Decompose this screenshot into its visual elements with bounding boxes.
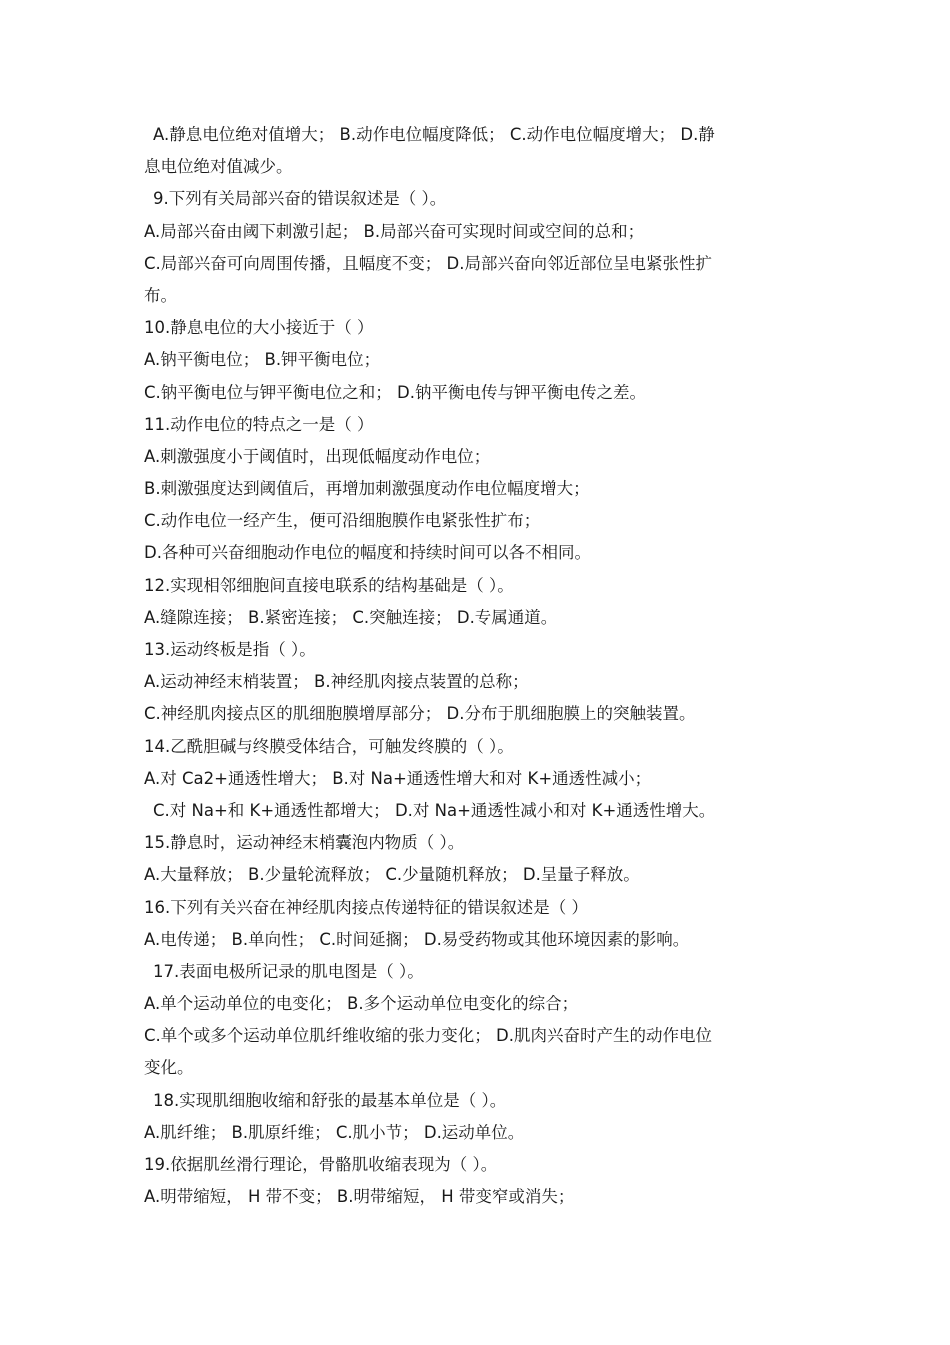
option-b: B.少量轮流释放； (248, 865, 381, 885)
text-line (0, 859, 950, 891)
option-b: B.刺激强度达到阈值后，再增加刺激强度动作电位幅度增大； (144, 479, 590, 499)
option-b: B.肌原纤维； (231, 1122, 331, 1142)
option-c: C.单个或多个运动单位肌纤维收缩的张力变化； (144, 1026, 491, 1046)
option-d: D.局部兴奋向邻近部位呈电紧张性扩 (446, 253, 712, 273)
option-c: C.动作电位幅度增大； (509, 125, 676, 144)
text-line (0, 988, 950, 1020)
option-d: D.易受药物或其他环境因素的影响。 (423, 929, 690, 949)
text-line (0, 344, 950, 376)
option-b: B.动作电位幅度降低； (339, 125, 505, 144)
question-16 (0, 892, 950, 924)
option-a: A.明带缩短， H 带不变； (144, 1187, 332, 1207)
question-stem: 10.静息电位的大小接近于（ ） (144, 318, 374, 338)
option-b: B.单向性； (231, 929, 315, 949)
question-stem: 13.运动终板是指（ ）。 (144, 640, 316, 659)
option-b: B.紧密连接； (248, 607, 348, 627)
option-b: B.明带缩短， H 带变窄或消失； (336, 1187, 575, 1207)
text-line (0, 698, 950, 730)
option-continuation: 变化。 (144, 1058, 194, 1078)
option-d: D.对 Na+通透性减小和对 K+通透性增大。 (394, 800, 716, 820)
question-stem: 16.下列有关兴奋在神经肌肉接点传递特征的错误叙述是（ ） (144, 897, 588, 917)
option-a: A.肌纤维； (144, 1122, 227, 1142)
text-line (0, 1117, 950, 1149)
text-line (0, 377, 950, 409)
question-stem: 18.实现肌细胞收缩和舒张的最基本单位是（ ）。 (153, 1090, 507, 1110)
option-c: C.局部兴奋可向周围传播，且幅度不变； (144, 253, 442, 273)
option-c: C.神经肌肉接点区的肌细胞膜增厚部分； (144, 704, 442, 724)
option-a: A.单个运动单位的电变化； (144, 994, 342, 1014)
question-19 (0, 1149, 950, 1181)
text-line (0, 151, 950, 183)
text-line (0, 1052, 950, 1084)
text-line (0, 119, 950, 151)
question-9 (0, 183, 950, 215)
question-stem: 17.表面电极所记录的肌电图是（ ）。 (153, 961, 424, 981)
option-d: D.肌肉兴奋时产生的动作电位 (496, 1026, 712, 1046)
question-stem: 11.动作电位的特点之一是（ ） (144, 414, 374, 434)
option-a: A.局部兴奋由阈下刺激引起； (144, 221, 359, 241)
option-a: A.对 Ca2+通透性增大； (144, 768, 327, 788)
option-c: C.突触连接； (352, 607, 452, 627)
text-line (0, 537, 950, 569)
option-b: B.局部兴奋可实现时间或空间的总和； (363, 221, 645, 241)
question-stem: 19.依据肌丝滑行理论，骨骼肌收缩表现为（ ）。 (144, 1155, 498, 1174)
question-11 (0, 409, 950, 441)
question-10 (0, 312, 950, 344)
option-a: A.刺激强度小于阈值时，出现低幅度动作电位； (144, 446, 491, 466)
option-a: A.缝隙连接； (144, 607, 243, 627)
option-b: B.钾平衡电位； (264, 350, 381, 370)
option-c: C.对 Na+和 K+通透性都增大； (153, 800, 390, 820)
question-text-body (0, 119, 950, 1213)
question-17 (0, 956, 950, 988)
option-d: D.分布于肌细胞膜上的突触装置。 (446, 704, 696, 724)
option-continuation: 布。 (144, 285, 177, 305)
text-line (0, 1181, 950, 1213)
option-a: A.电传递； (144, 929, 227, 949)
question-stem: 14.乙酰胆碱与终膜受体结合，可触发终膜的（ ）。 (144, 736, 514, 756)
question-15 (0, 827, 950, 859)
option-d: D.专属通道。 (456, 607, 558, 627)
option-d: D.静 (680, 125, 715, 144)
text-line (0, 216, 950, 248)
text-line (0, 666, 950, 698)
question-13 (0, 634, 950, 666)
option-d: D.各种可兴奋细胞动作电位的幅度和持续时间可以各不相同。 (144, 543, 591, 563)
text-line (0, 505, 950, 537)
option-b: B.多个运动单位电变化的综合； (347, 994, 579, 1014)
text-line (0, 441, 950, 473)
option-d: D.运动单位。 (423, 1122, 525, 1142)
option-a: A.静息电位绝对值增大； (153, 125, 335, 144)
text-line (0, 924, 950, 956)
option-d: D.钠平衡电传与钾平衡电传之差。 (397, 382, 646, 402)
option-b: B.神经肌肉接点装置的总称； (314, 672, 529, 692)
option-c: C.时间延搁； (319, 929, 419, 949)
option-continuation: 息电位绝对值减少。 (144, 157, 293, 177)
option-d: D.呈量子释放。 (522, 865, 640, 885)
option-a: A.运动神经末梢装置； (144, 672, 309, 692)
text-line (0, 1020, 950, 1052)
option-c: C.钠平衡电位与钾平衡电位之和； (144, 382, 392, 402)
text-line (0, 602, 950, 634)
text-line (0, 473, 950, 505)
option-a: A.钠平衡电位； (144, 350, 260, 370)
question-14 (0, 731, 950, 763)
question-12 (0, 570, 950, 602)
text-line (0, 280, 950, 312)
question-18 (0, 1085, 950, 1117)
question-stem: 9.下列有关局部兴奋的错误叙述是（ ）。 (153, 189, 447, 209)
option-c: C.肌小节； (335, 1122, 419, 1142)
question-stem: 15.静息时，运动神经末梢囊泡内物质（ ）。 (144, 833, 465, 853)
option-c: C.动作电位一经产生，便可沿细胞膜作电紧张性扩布； (144, 511, 541, 531)
text-line (0, 795, 950, 827)
question-stem: 12.实现相邻细胞间直接电联系的结构基础是（ ）。 (144, 575, 514, 595)
text-line (0, 763, 950, 795)
option-c: C.少量随机释放； (385, 865, 518, 885)
option-b: B.对 Na+通透性增大和对 K+通透性减小； (332, 768, 652, 788)
text-line (0, 248, 950, 280)
option-a: A.大量释放； (144, 865, 243, 885)
